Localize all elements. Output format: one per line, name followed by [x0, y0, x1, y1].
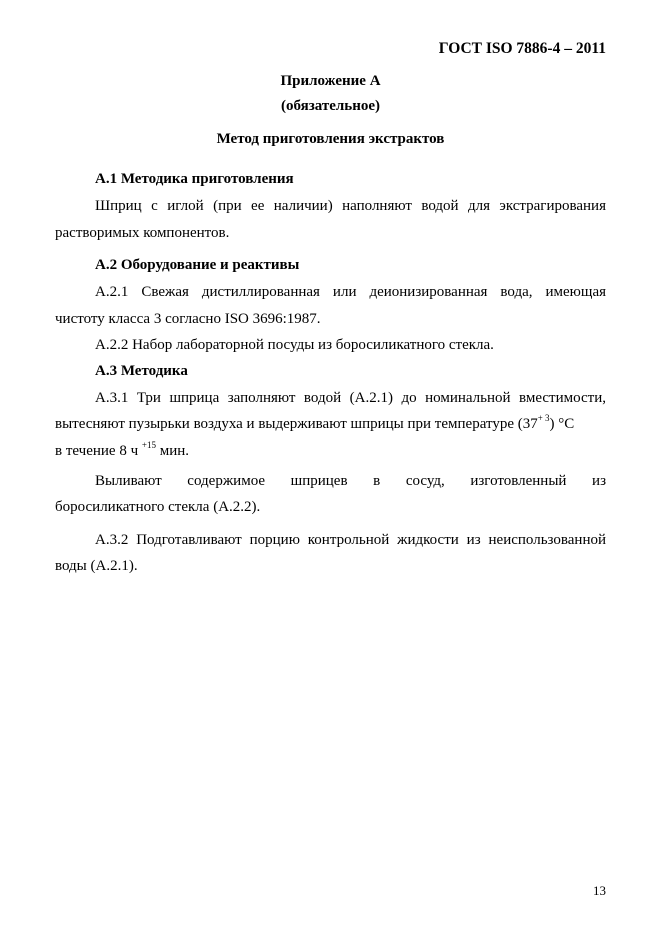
section-a3-p2-line2: боросиликатного стекла (А.2.2). — [55, 499, 261, 515]
document-code: ГОСТ ISO 7886-4 – 2011 — [438, 40, 606, 57]
section-a3-p1-line2 — [55, 413, 606, 433]
section-a2-p1-line2: чистоту класса 3 согласно ISO 3696:1987. — [55, 311, 321, 327]
section-a3-p3-line1: А.3.2 Подготавливают порцию контрольной жидкости из неиспользованной — [95, 532, 606, 548]
temperature-tolerance: + 3 — [537, 413, 550, 423]
section-a1-text-line2: растворимых компонентов. — [55, 225, 230, 241]
appendix-heading: Метод приготовления экстрактов — [216, 131, 445, 147]
section-a3-p1-line1: А.3.1 Три шприца заполняют водой (А.2.1) до номинальной вместимости, — [95, 390, 606, 406]
section-a3-p3-line2: воды (А.2.1). — [55, 558, 138, 574]
section-a1-heading: А.1 Методика приготовления — [95, 171, 294, 187]
section-a2-heading: А.2 Оборудование и реактивы — [95, 257, 300, 273]
page-number: 13 — [593, 883, 606, 898]
section-a2-p2: А.2.2 Набор лабораторной посуды из боросиликатного стекла. — [95, 337, 494, 353]
section-a3-p1-line3 — [55, 440, 190, 460]
section-a3-heading: А.3 Методика — [95, 363, 188, 379]
section-a3-p1-line3-end: мин. — [159, 443, 190, 459]
section-a3-p1-line3-main: в течение 8 ч — [55, 443, 139, 459]
appendix-status: (обязательное) — [280, 98, 381, 114]
section-a1-text-line1: Шприц с иглой (при ее наличии) наполняют водой для экстрагирования — [95, 198, 606, 214]
section-a3-p1-line2-end: ) °С — [549, 416, 575, 432]
time-tolerance: +15 — [141, 440, 156, 450]
section-a3-p2-line1: Выливают содержимое шприцев в сосуд, изготовленный из — [95, 473, 606, 489]
section-a3-p1-line2-main: вытесняют пузырьки воздуха и выдерживают шприцы при температуре (37 — [55, 416, 538, 432]
section-a2-p1-line1: А.2.1 Свежая дистиллированная или деионизированная вода, имеющая — [95, 284, 606, 300]
appendix-title: Приложение А — [280, 73, 381, 89]
